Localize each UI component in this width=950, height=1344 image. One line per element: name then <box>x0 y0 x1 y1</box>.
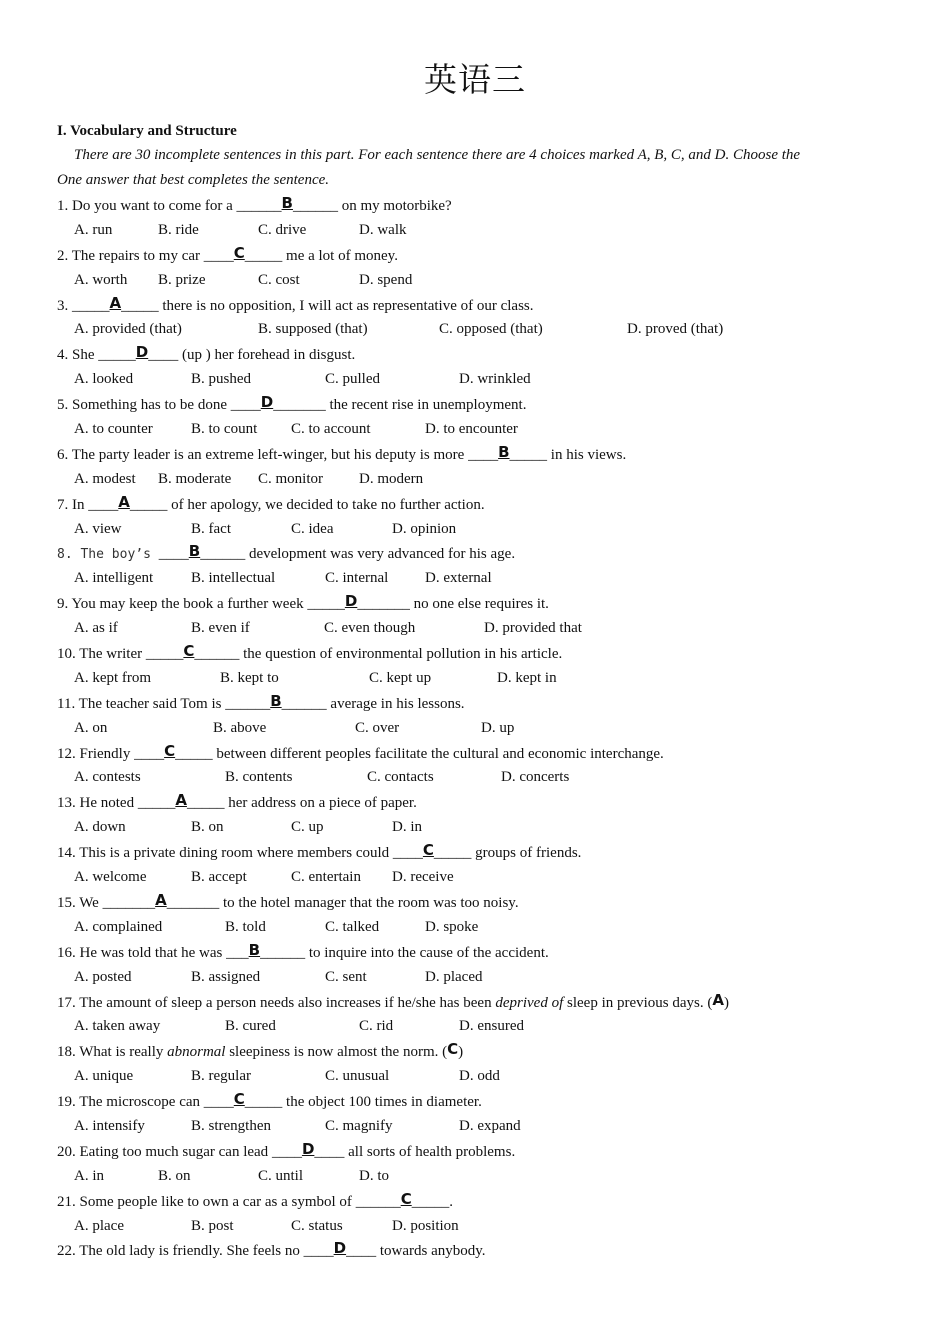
question-stem <box>57 890 907 915</box>
option-d: D. spend <box>359 271 413 288</box>
option-b: B. post <box>191 1217 234 1234</box>
answer-blank: ____ <box>88 496 119 513</box>
answer-blank: _____ <box>98 347 136 364</box>
question-stem <box>57 293 907 318</box>
option-a: A. run <box>74 221 113 238</box>
option-row <box>57 616 907 641</box>
option-b: B. contents <box>225 769 293 786</box>
option-d: D. kept in <box>497 669 557 686</box>
answer-blank: ____ <box>392 845 423 862</box>
answer-blank: _____ <box>186 795 225 812</box>
answer-blank: ______ <box>260 944 306 961</box>
question-text: on my motorbike? <box>337 198 452 214</box>
option-d: D. walk <box>359 221 407 238</box>
option-row <box>57 1014 907 1039</box>
question-stem <box>57 741 907 766</box>
option-c: C. magnify <box>325 1117 393 1134</box>
question-text: to the hotel manager that the room was too noisy. <box>219 894 519 911</box>
option-d: D. placed <box>425 968 483 985</box>
answer-blank: _____ <box>244 1094 283 1111</box>
answer-blank: _____ <box>411 1193 450 1210</box>
answer-blank: ______ <box>225 695 271 712</box>
option-a: A. taken away <box>74 1018 161 1035</box>
answer-blank: ____ <box>148 347 179 364</box>
option-a: A. in <box>74 1167 104 1184</box>
option-b: B. moderate <box>158 470 232 487</box>
answer-blank: _______ <box>102 894 156 911</box>
question-text: 21. Some people like to own a car as a symbol of <box>57 1193 356 1210</box>
answer-mark: A <box>712 990 724 1009</box>
question-text: 14. This is a private dining room where members could <box>57 845 393 862</box>
option-row <box>57 965 907 990</box>
question-text: between different peoples facilitate the cultural and economic interchange. <box>212 745 664 762</box>
option-d: D. receive <box>392 869 454 886</box>
question-text: towards anybody. <box>376 1243 486 1260</box>
answer-mark: A <box>175 791 187 810</box>
option-a: A. complained <box>74 918 163 935</box>
option-d: D. proved (that) <box>627 321 724 338</box>
question-stem <box>57 1089 907 1114</box>
answer-mark: B <box>270 691 282 710</box>
question-stem <box>57 641 907 666</box>
option-row <box>57 317 907 342</box>
option-c: C. status <box>291 1217 343 1234</box>
answer-blank: _______ <box>166 894 220 911</box>
question-text: no one else requires it. <box>409 596 549 613</box>
option-row <box>57 915 907 940</box>
option-d: D. to encounter <box>425 421 518 438</box>
answer-mark: B <box>188 542 201 561</box>
question-text: sleep in previous days. ( <box>563 994 713 1011</box>
answer-blank: ______ <box>194 646 240 663</box>
option-c: C. rid <box>359 1018 394 1035</box>
answer-mark: D <box>260 393 274 412</box>
answer-blank: _____ <box>175 745 213 762</box>
question-stem <box>57 541 907 566</box>
question-text: 20. Eating too much sugar can lead <box>57 1143 272 1160</box>
page-title: 英语三 <box>424 60 526 99</box>
option-row <box>57 268 907 293</box>
italic-phrase: abnormal <box>167 1044 226 1061</box>
option-row <box>57 467 907 492</box>
option-c: C. cost <box>258 271 300 288</box>
option-a: A. welcome <box>74 869 147 886</box>
answer-blank: _____ <box>137 795 176 812</box>
option-d: D. up <box>481 719 515 736</box>
answer-blank: ____ <box>203 247 234 264</box>
question-text: 22. The old lady is friendly. She feels no <box>57 1243 304 1260</box>
answer-blank: _____ <box>307 596 345 613</box>
answer-blank: ____ <box>303 1243 334 1260</box>
question-text: all sorts of health problems. <box>344 1143 516 1160</box>
answer-blank: ______ <box>281 695 327 712</box>
question-text: ) <box>458 1044 464 1061</box>
option-b: B. fact <box>191 520 231 537</box>
option-b: B. prize <box>158 271 206 288</box>
option-a: A. provided (that) <box>74 321 182 338</box>
option-row <box>57 566 907 591</box>
answer-mark: C <box>233 1090 245 1109</box>
option-c: C. kept up <box>369 669 432 686</box>
answer-mark: C <box>400 1189 412 1208</box>
question-stem <box>57 1189 907 1214</box>
option-c: C. to account <box>291 421 371 438</box>
question-stem <box>57 1139 907 1164</box>
option-d: D. wrinkled <box>459 371 531 388</box>
answer-blank: ____ <box>134 745 165 762</box>
question-stem <box>57 442 907 467</box>
answer-blank: ____ <box>346 1243 377 1260</box>
question-text: 13. He noted <box>57 795 138 812</box>
option-b: B. cured <box>225 1018 276 1035</box>
option-b: B. pushed <box>191 371 251 388</box>
option-a: A. as if <box>74 620 118 637</box>
answer-blank: ____ <box>203 1094 234 1111</box>
option-c: C. idea <box>291 520 334 537</box>
answer-blank: ____ <box>230 397 261 414</box>
question-text: 5. Something has to be done <box>57 397 231 414</box>
question-text: me a lot of money. <box>282 247 398 264</box>
answer-blank: _____ <box>72 297 110 314</box>
question-stem <box>57 392 907 417</box>
option-a: A. unique <box>74 1068 134 1085</box>
option-d: D. modern <box>359 470 424 487</box>
option-b: B. ride <box>158 221 199 238</box>
question-text: ) <box>724 994 729 1011</box>
question-text: 16. He was told that he was <box>57 944 227 961</box>
answer-blank: ____ <box>158 546 189 563</box>
question-text: 7. In <box>57 496 89 513</box>
question-text: sleepiness is now almost the norm. ( <box>225 1044 448 1061</box>
question-text: 17. The amount of sleep a person needs also increases if he/she has been <box>57 994 496 1011</box>
instructions-line: One answer that best completes the sentence. <box>57 172 330 188</box>
option-row <box>57 517 907 542</box>
option-row <box>57 1214 907 1239</box>
answer-blank: ______ <box>292 198 338 214</box>
question-stem <box>57 193 907 218</box>
answer-mark: B <box>498 442 510 461</box>
question-text: 19. The microscope can <box>57 1094 204 1111</box>
answer-mark: C <box>164 741 176 760</box>
question-text: of her apology, we decided to take no further action. <box>167 496 485 513</box>
option-b: B. kept to <box>220 669 279 686</box>
question-text: . <box>449 1193 453 1210</box>
option-d: D. spoke <box>425 918 479 935</box>
answer-mark: A <box>118 492 130 511</box>
answer-blank: _____ <box>121 297 159 314</box>
question-text: groups of friends. <box>471 845 582 862</box>
question-text: the object 100 times in diameter. <box>282 1094 482 1111</box>
question-stem <box>57 591 907 616</box>
option-b: B. told <box>225 918 266 935</box>
option-c: C. monitor <box>258 470 324 487</box>
option-a: A. modest <box>74 470 136 487</box>
option-row <box>57 218 907 243</box>
question-section <box>57 119 907 1263</box>
answer-blank: ______ <box>200 546 246 563</box>
option-a: A. looked <box>74 371 134 388</box>
question-text: average in his lessons. <box>326 695 465 712</box>
question-text: 9. You may keep the book a further week <box>57 596 308 613</box>
option-a: A. place <box>74 1217 124 1234</box>
option-a: A. worth <box>74 271 128 288</box>
option-c: C. pulled <box>325 371 380 388</box>
option-a: A. down <box>74 819 126 836</box>
option-a: A. to counter <box>74 421 153 438</box>
option-row <box>57 815 907 840</box>
option-row <box>57 765 907 790</box>
answer-mark: C <box>183 642 195 661</box>
question-text: 10. The writer <box>57 646 146 663</box>
question-text: 4. She <box>57 347 99 364</box>
option-b: B. assigned <box>191 968 261 985</box>
italic-phrase: deprived of <box>495 994 564 1011</box>
question-text: (up ) her forehead in disgust. <box>178 347 356 364</box>
option-a: A. contests <box>74 769 141 786</box>
option-a: A. posted <box>74 968 132 985</box>
option-d: D. opinion <box>392 520 457 537</box>
answer-mark: C <box>447 1040 459 1059</box>
option-c: C. until <box>258 1167 304 1184</box>
answer-mark: C <box>233 243 245 262</box>
option-c: C. drive <box>258 221 307 238</box>
option-b: B. on <box>158 1167 191 1184</box>
question-text: 15. We <box>57 894 103 911</box>
answer-mark: B <box>248 940 261 959</box>
question-stem <box>57 691 907 716</box>
question-text: development was very advanced for his age. <box>245 546 516 563</box>
question-stem <box>57 1238 907 1263</box>
answer-blank: _____ <box>129 496 168 513</box>
question-stem <box>57 342 907 367</box>
question-text: 3. <box>57 297 72 314</box>
question-stem <box>57 940 907 965</box>
answer-blank: ___ <box>226 944 249 961</box>
answer-mark: D <box>344 592 358 611</box>
question-text: 18. What is really <box>57 1044 168 1061</box>
option-b: B. accept <box>191 869 247 886</box>
question-stem <box>57 1039 907 1064</box>
option-d: D. expand <box>459 1117 521 1134</box>
option-b: B. even if <box>191 620 250 637</box>
option-row <box>57 417 907 442</box>
question-stem <box>57 840 907 865</box>
question-stem <box>57 990 907 1015</box>
option-d: D. concerts <box>501 769 570 786</box>
option-d: D. to <box>359 1167 389 1184</box>
option-d: D. odd <box>459 1068 500 1085</box>
question-text: 12. Friendly <box>57 745 135 762</box>
option-c: C. sent <box>325 968 367 985</box>
question-list <box>57 193 907 1263</box>
question-stem <box>57 492 907 517</box>
question-text: 1. Do you want to come for a <box>57 198 237 214</box>
option-a: A. kept from <box>74 669 152 686</box>
question-text: the recent rise in unemployment. <box>325 397 527 414</box>
option-c: C. even though <box>324 620 416 637</box>
option-a: A. view <box>74 520 122 537</box>
answer-mark: D <box>301 1139 315 1158</box>
answer-blank: ______ <box>355 1193 401 1210</box>
option-b: B. on <box>191 819 224 836</box>
option-b: B. intellectual <box>191 570 276 587</box>
answer-blank: _______ <box>357 596 410 613</box>
question-stem <box>57 243 907 268</box>
answer-blank: ____ <box>271 1143 302 1160</box>
option-c: C. over <box>355 719 400 736</box>
option-row <box>57 367 907 392</box>
question-text: 8. The boy’s <box>57 547 159 563</box>
question-text: to inquire into the cause of the accident. <box>305 944 549 961</box>
answer-blank: _____ <box>509 446 548 463</box>
option-c: C. talked <box>325 918 380 935</box>
question-text: the question of environmental pollution in his article. <box>239 646 563 663</box>
option-row <box>57 1114 907 1139</box>
answer-mark: C <box>422 841 434 860</box>
option-c: C. opposed (that) <box>439 321 543 338</box>
section-instructions <box>57 143 907 193</box>
option-d: D. in <box>392 819 422 836</box>
option-c: C. internal <box>325 570 389 587</box>
option-b: B. above <box>213 719 267 736</box>
answer-mark: B <box>281 194 293 212</box>
question-text: 11. The teacher said Tom is <box>57 695 226 712</box>
option-row <box>57 666 907 691</box>
option-b: B. supposed (that) <box>258 321 368 338</box>
question-text: 6. The party leader is an extreme left-winger, but his deputy is more <box>57 446 469 463</box>
question-text: in his views. <box>547 446 627 463</box>
option-b: B. regular <box>191 1068 251 1085</box>
answer-blank: _____ <box>145 646 184 663</box>
question-text: 2. The repairs to my car <box>57 247 204 264</box>
option-c: C. unusual <box>325 1068 390 1085</box>
question-text: there is no opposition, I will act as representative of our class. <box>158 297 534 314</box>
option-row <box>57 1064 907 1089</box>
answer-mark: A <box>155 890 167 909</box>
option-c: C. up <box>291 819 324 836</box>
answer-blank: ____ <box>314 1143 345 1160</box>
question-text: her address on a piece of paper. <box>224 795 417 812</box>
option-row <box>57 1164 907 1189</box>
option-b: B. strengthen <box>191 1117 271 1134</box>
option-c: C. contacts <box>367 769 434 786</box>
option-row <box>57 716 907 741</box>
option-d: D. position <box>392 1217 459 1234</box>
option-d: D. provided that <box>484 620 582 637</box>
option-c: C. entertain <box>291 869 361 886</box>
option-a: A. intensify <box>74 1117 145 1134</box>
answer-mark: D <box>135 343 149 362</box>
instructions-line: There are 30 incomplete sentences in this part. For each sentence there are 4 choices marked A, B, C, and D. Choose the <box>74 147 801 163</box>
option-row <box>57 865 907 890</box>
section-heading: I. Vocabulary and Structure <box>57 123 237 139</box>
answer-blank: ______ <box>236 198 282 214</box>
option-b: B. to count <box>191 421 258 438</box>
answer-blank: _____ <box>244 247 283 264</box>
option-d: D. external <box>425 570 492 587</box>
answer-blank: _____ <box>433 845 472 862</box>
option-a: A. on <box>74 719 108 736</box>
answer-mark: A <box>109 293 122 312</box>
option-d: D. ensured <box>459 1018 524 1035</box>
answer-blank: _______ <box>273 397 326 414</box>
answer-mark: D <box>333 1239 347 1258</box>
question-stem <box>57 790 907 815</box>
answer-blank: ____ <box>468 446 499 463</box>
option-a: A. intelligent <box>74 570 154 587</box>
